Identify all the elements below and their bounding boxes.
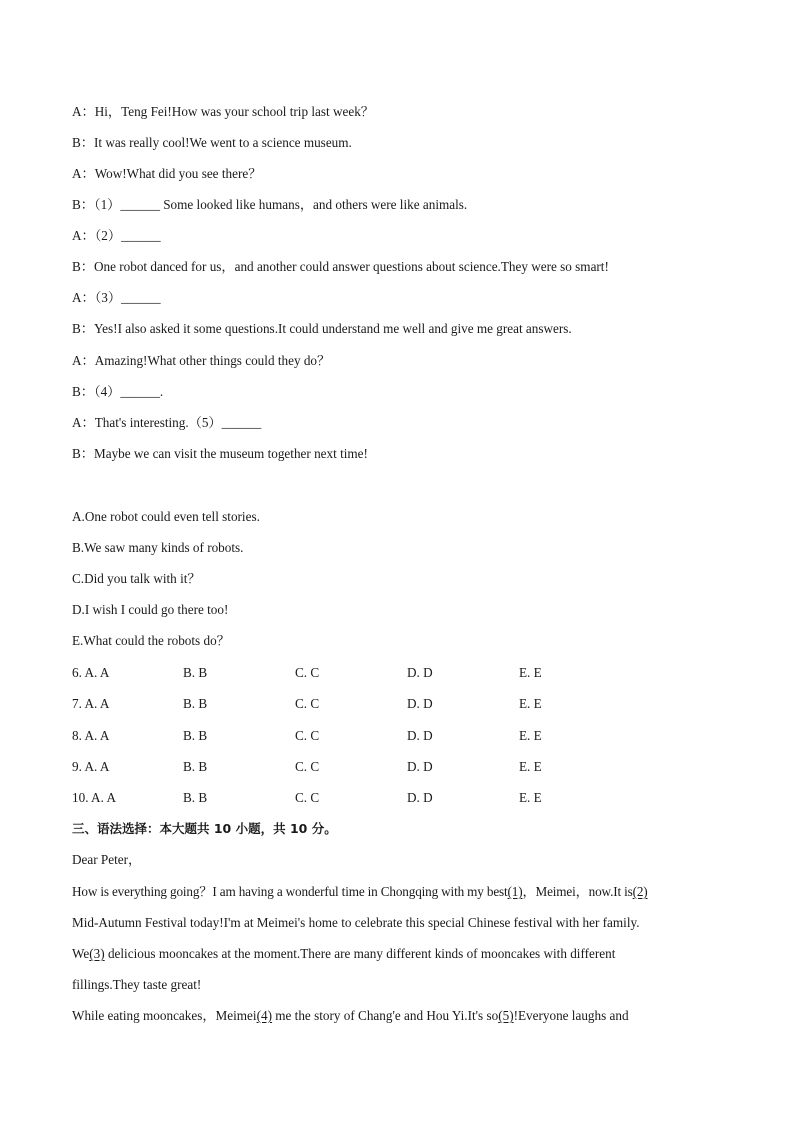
blank-2[interactable]: (2): [632, 884, 648, 899]
dialogue-text: （2）______: [94, 228, 161, 243]
letter-text: me the story of Chang'e and Hou Yi.It's so: [275, 1008, 499, 1023]
dialogue-line: [72, 196, 467, 214]
dialogue-text: One robot danced for us，and another could answer questions about science.They were so smart!: [93, 259, 609, 274]
blank-1[interactable]: (1): [507, 884, 523, 899]
option-d[interactable]: D. D: [407, 759, 433, 774]
question-row: [72, 727, 672, 745]
choice-option: D.I wish I could go there too!: [72, 602, 229, 617]
choice-option: E.What could the robots do？: [72, 633, 230, 648]
dialogue-text: It was really cool!We went to a science museum.: [93, 135, 352, 150]
option-d[interactable]: D. D: [407, 728, 433, 743]
question-number-option-a[interactable]: 8. A. A: [72, 728, 110, 743]
letter-paragraph-line: [72, 1007, 629, 1025]
option-c[interactable]: C. C: [295, 790, 320, 805]
letter-salutation: Dear Peter，: [72, 852, 142, 867]
blank-5[interactable]: (5): [498, 1008, 514, 1023]
dialogue-line: [72, 227, 161, 245]
choice-option: A.One robot could even tell stories.: [72, 509, 260, 524]
question-number-option-a[interactable]: 6. A. A: [72, 665, 110, 680]
letter-text: We: [72, 946, 90, 961]
option-b[interactable]: B. B: [183, 759, 208, 774]
dialogue-line: [72, 134, 352, 152]
dialogue-line: [72, 414, 261, 432]
option-e[interactable]: E. E: [519, 665, 542, 680]
dialogue-line: [72, 352, 330, 370]
blank-4[interactable]: (4): [256, 1008, 272, 1023]
dialogue-text: Wow!What did you see there？: [94, 166, 262, 181]
dialogue-text: Yes!I also asked it some questions.It could understand me well and give me great answers.: [93, 321, 572, 336]
option-b[interactable]: B. B: [183, 728, 208, 743]
speaker-label: B：: [72, 446, 94, 461]
speaker-label: B：: [72, 197, 94, 212]
speaker-label: B：: [72, 321, 94, 336]
letter-text: delicious mooncakes at the moment.There are many different kinds of mooncakes with different: [107, 946, 616, 961]
question-row: [72, 758, 672, 776]
dialogue-line: [72, 165, 261, 183]
question-row: [72, 695, 672, 713]
speaker-label: B：: [72, 135, 94, 150]
speaker-label: B：: [72, 384, 94, 399]
option-b[interactable]: B. B: [183, 696, 208, 711]
option-e[interactable]: E. E: [519, 790, 542, 805]
letter-paragraph-line: Mid-Autumn Festival today!I'm at Meimei's home to celebrate this special Chinese festival with her family.: [72, 915, 640, 930]
dialogue-text: Maybe we can visit the museum together next time!: [93, 446, 368, 461]
option-c[interactable]: C. C: [295, 759, 320, 774]
letter-paragraph-line: fillings.They taste great!: [72, 977, 202, 992]
dialogue-text: （4）______.: [93, 384, 164, 399]
blank-3[interactable]: (3): [89, 946, 105, 961]
speaker-label: A：: [72, 228, 95, 243]
option-e[interactable]: E. E: [519, 696, 542, 711]
speaker-label: A：: [72, 104, 95, 119]
letter-text: ，Meimei，now.It is: [522, 884, 633, 899]
choice-option: B.We saw many kinds of robots.: [72, 540, 244, 555]
letter-text: While eating mooncakes，Meimei: [72, 1008, 257, 1023]
speaker-label: A：: [72, 166, 95, 181]
dialogue-text: That's interesting.（5）______: [94, 415, 262, 430]
question-number-option-a[interactable]: 10. A. A: [72, 790, 116, 805]
dialogue-text: （1）______ Some looked like humans，and others were like animals.: [93, 197, 468, 212]
option-b[interactable]: B. B: [183, 790, 208, 805]
choice-option: C.Did you talk with it？: [72, 571, 201, 586]
option-d[interactable]: D. D: [407, 696, 433, 711]
option-c[interactable]: C. C: [295, 728, 320, 743]
dialogue-line: [72, 383, 163, 401]
speaker-label: A：: [72, 353, 95, 368]
question-row: [72, 664, 672, 682]
question-number-option-a[interactable]: 7. A. A: [72, 696, 110, 711]
dialogue-line: [72, 289, 161, 307]
dialogue-text: Hi，Teng Fei!How was your school trip last week？: [94, 104, 374, 119]
letter-paragraph-line: [72, 945, 615, 963]
speaker-label: B：: [72, 259, 94, 274]
option-e[interactable]: E. E: [519, 728, 542, 743]
option-e[interactable]: E. E: [519, 759, 542, 774]
speaker-label: A：: [72, 415, 95, 430]
letter-text: !Everyone laughs and: [513, 1008, 629, 1023]
letter-text: How is everything going？I am having a wonderful time in Chongqing with my best: [72, 884, 508, 899]
dialogue-line: [72, 320, 572, 338]
speaker-label: A：: [72, 290, 95, 305]
section-heading: 三、语法选择：本大题共 10 小题，共 10 分。: [72, 821, 337, 836]
dialogue-line: [72, 103, 374, 121]
option-d[interactable]: D. D: [407, 665, 433, 680]
option-c[interactable]: C. C: [295, 696, 320, 711]
question-number-option-a[interactable]: 9. A. A: [72, 759, 110, 774]
dialogue-line: [72, 258, 609, 276]
option-c[interactable]: C. C: [295, 665, 320, 680]
question-row: [72, 789, 672, 807]
dialogue-text: （3）______: [94, 290, 161, 305]
option-d[interactable]: D. D: [407, 790, 433, 805]
option-b[interactable]: B. B: [183, 665, 208, 680]
letter-paragraph-line: [72, 883, 648, 901]
dialogue-text: Amazing!What other things could they do？: [94, 353, 331, 368]
dialogue-line: [72, 445, 368, 463]
